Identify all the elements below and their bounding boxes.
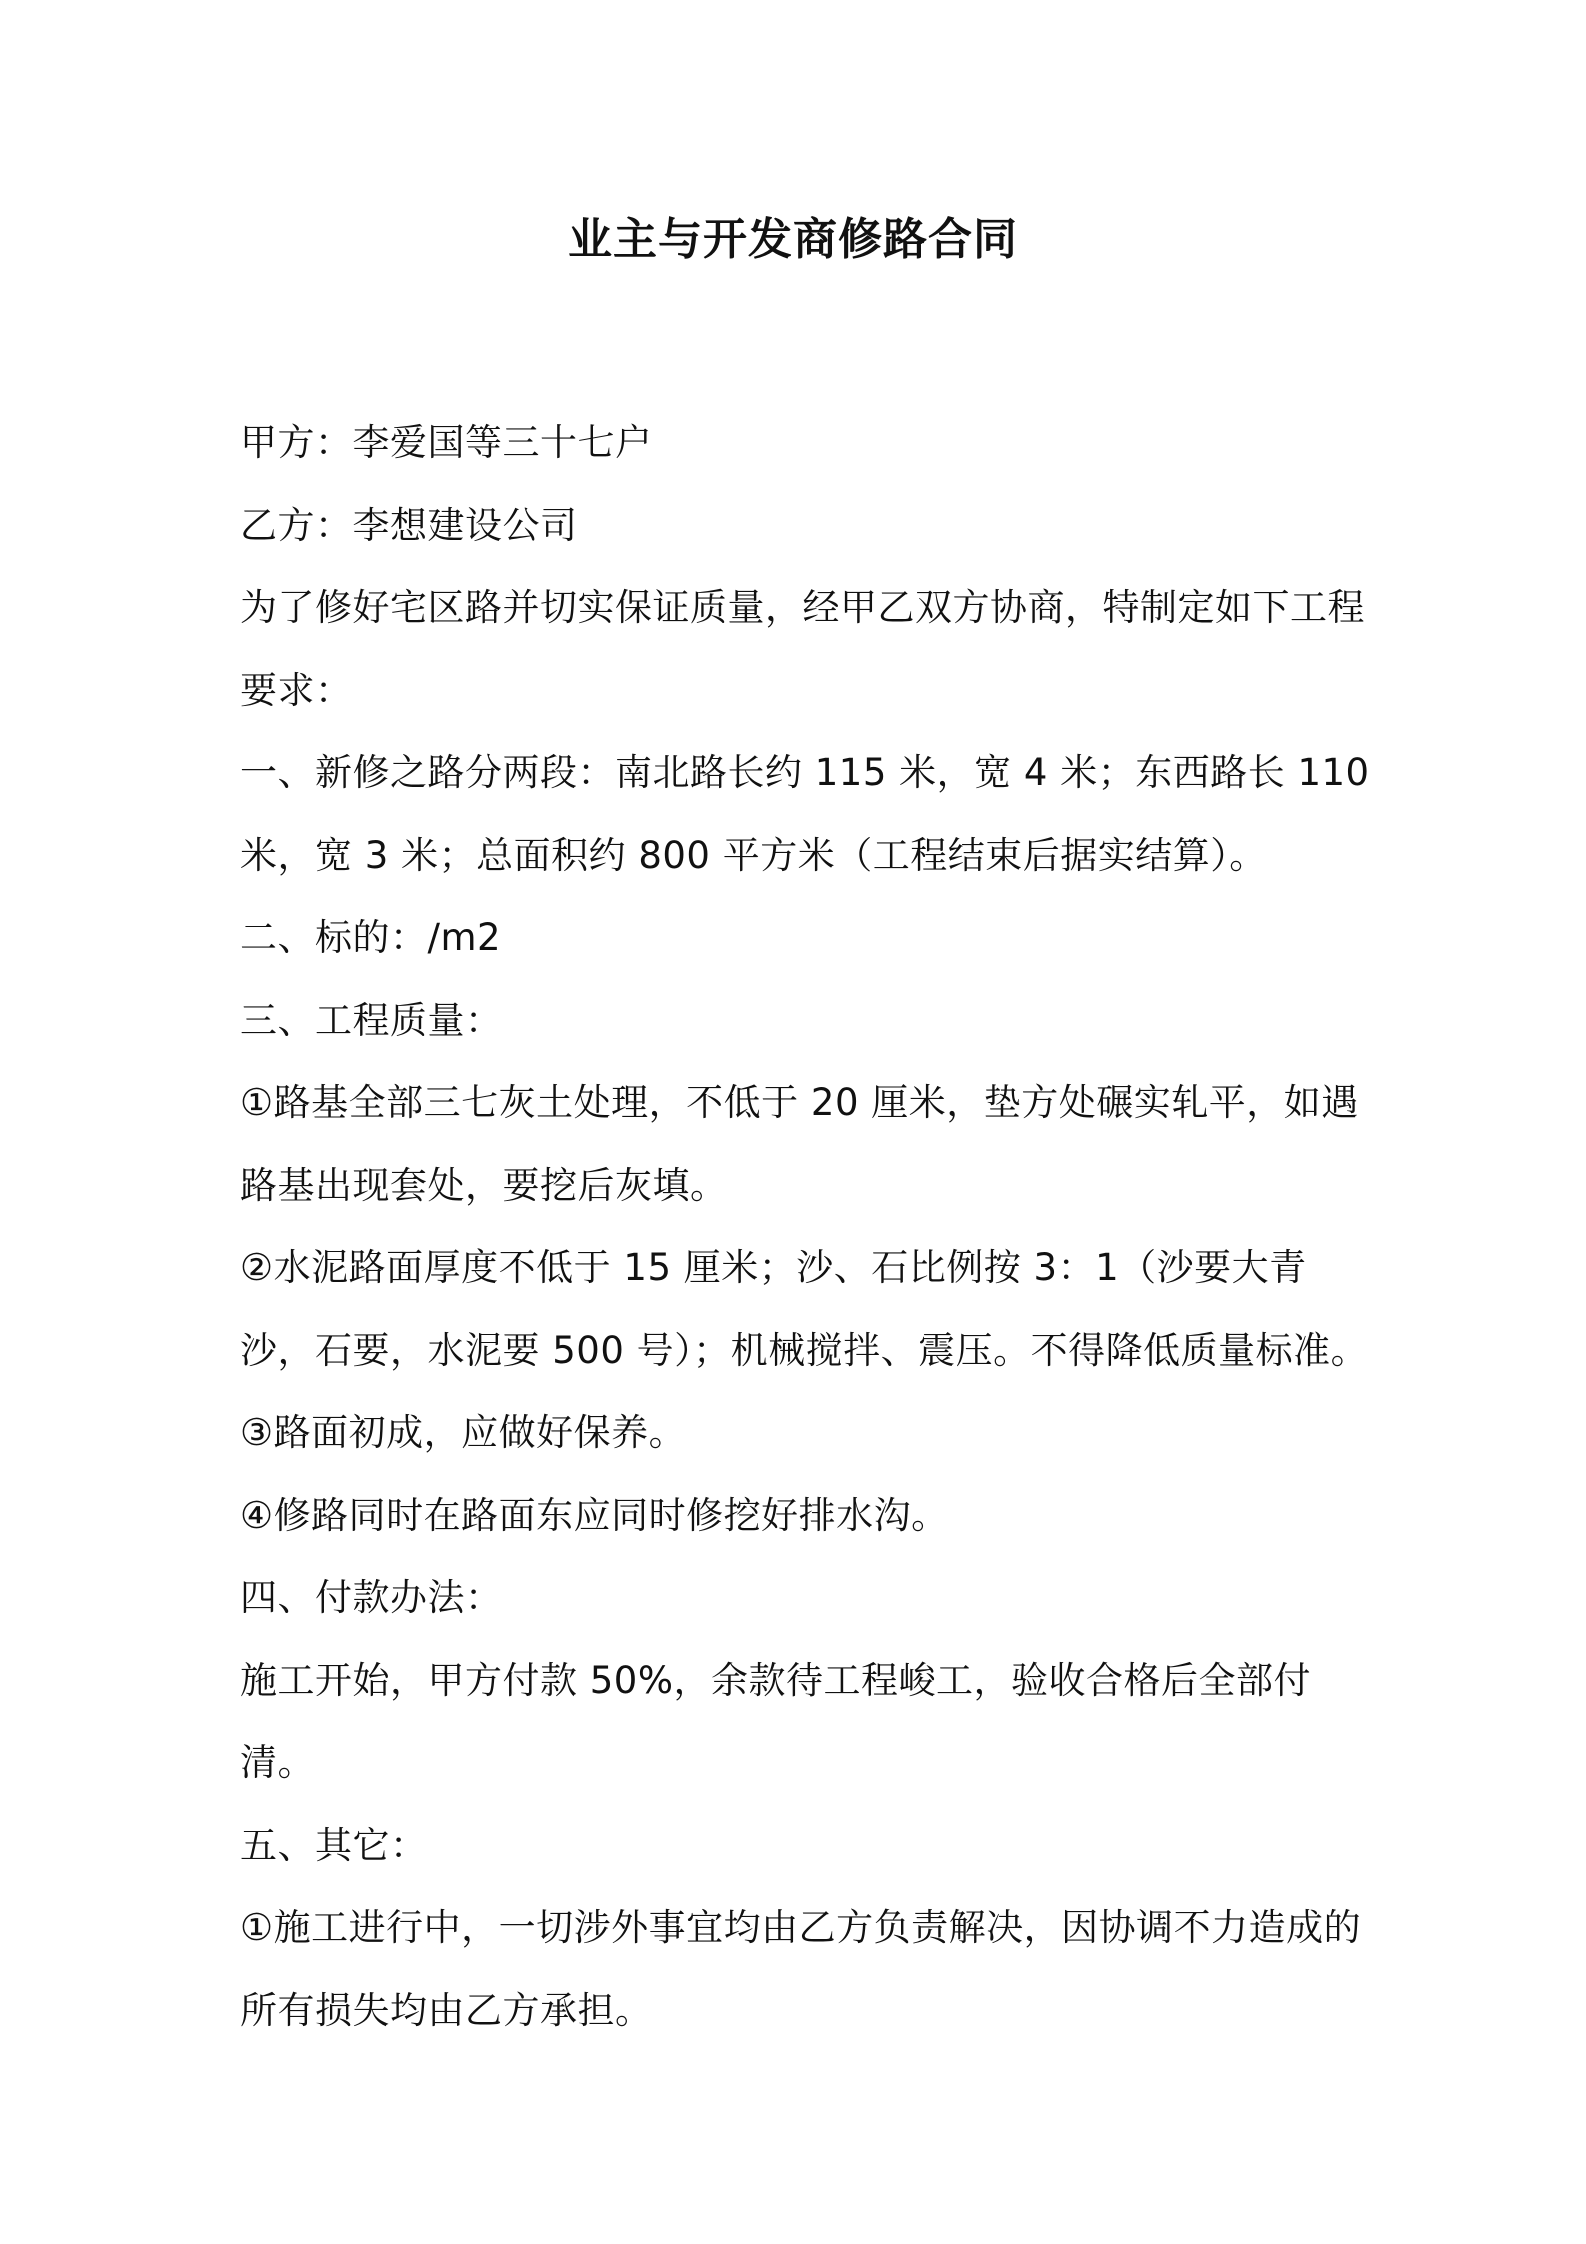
clause-3-item-2: ②水泥路面厚度不低于 15 厘米；沙、石比例按 3：1（沙要大青沙，石要，水泥要 500 号）；机械搅拌、震压。不得降低质量标准。 [240,1246,1369,1372]
clause-5-heading: 五、其它： [240,1823,428,1867]
party-a: 甲方：李爱国等三十七户 [240,421,653,464]
clause-4-payment: 施工开始，甲方付款 50%，余款待工程峻工，验收合格后全部付清。 [240,1658,1311,1784]
preamble: 为了修好宅区路并切实保证质量，经甲乙双方协商，特制定如下工程要求： [240,586,1365,712]
clause-3-item-4: ④修路同时在路面东应同时修挖好排水沟。 [240,1493,949,1537]
document-title: 业主与开发商修路合同 [568,214,1018,265]
clause-3-heading: 三、工程质量： [240,998,503,1042]
clause-3-item-3: ③路面初成，应做好保养。 [240,1411,687,1454]
document-body [240,402,1370,2052]
clause-3-item-1: ①路基全部三七灰土处理，不低于 20 厘米，垫方处碾实轧平，如遇路基出现套处，要挖后灰填。 [240,1081,1359,1207]
party-b: 乙方：李想建设公司 [240,503,578,547]
clause-1-road-size: 一、新修之路分两段：南北路长约 115 米，宽 4 米；东西路长 110 米，宽 3 米；总面积约 800 平方米（工程结束后据实结算）。 [240,751,1370,877]
clause-2-price: 二、标的：/m2 [240,916,502,959]
clause-4-heading: 四、付款办法： [240,1576,503,1619]
clause-5-item-1: ①施工进行中，一切涉外事宜均由乙方负责解决，因协调不力造成的所有损失均由乙方承担。 [240,1906,1362,2032]
